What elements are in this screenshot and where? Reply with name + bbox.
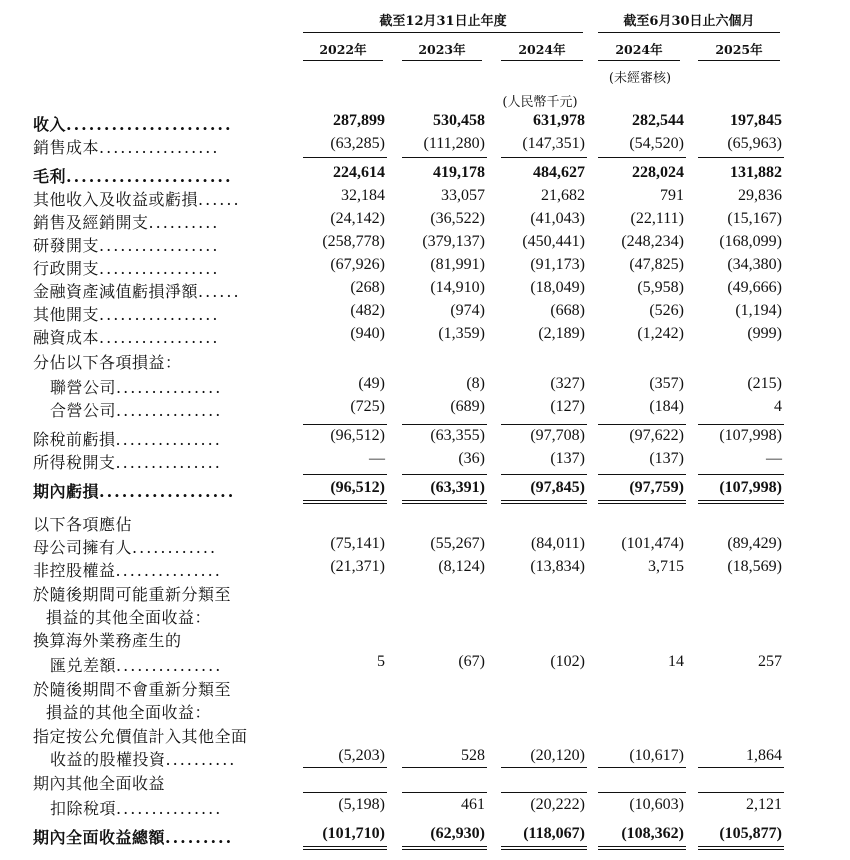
table-cell: (108,362) [621,825,684,842]
table-cell: — [369,450,385,467]
table-cell: 528 [461,747,485,764]
table-cell: (105,877) [719,825,782,842]
table-cell: (5,198) [338,796,385,813]
table-cell: (102) [550,653,585,670]
row-label: 收入...................... [33,115,233,134]
table-cell: (482) [350,302,385,319]
subtotal-rule [501,157,587,158]
row-label: 以下各項應佔 [33,515,133,534]
row-label: 期內其他全面收益 [33,774,166,793]
subtotal-rule [402,792,487,793]
year-rule [598,60,680,61]
row-label: 損益的其他全面收益： [46,703,212,722]
table-cell: (2,189) [538,325,585,342]
table-cell: (137) [550,450,585,467]
table-cell: (20,120) [530,747,585,764]
table-cell: (101,710) [322,825,385,842]
table-cell: (67,926) [330,256,385,273]
table-cell: (22,111) [630,210,684,227]
table-cell: (147,351) [522,135,585,152]
table-cell: (96,512) [330,479,385,496]
table-cell: (137) [649,450,684,467]
table-cell: 14 [668,653,684,670]
subtotal-rule [501,424,587,425]
row-label: 其他收入及收益或虧損...... [33,190,241,209]
table-cell: (96,512) [330,427,385,444]
table-cell: (107,998) [719,479,782,496]
subtotal-rule [303,474,387,475]
double-total-rule [501,846,587,847]
year-rule [501,60,583,61]
subtotal-rule [698,157,784,158]
row-label: 母公司擁有人............ [33,538,218,557]
double-total-rule [598,503,686,504]
row-label: 聯營公司............... [50,378,223,397]
table-cell: (168,099) [719,233,782,250]
table-cell: (47,825) [629,256,684,273]
row-label: 融資成本................. [33,328,220,347]
row-label: 匯兑差額............... [50,656,223,675]
row-label: 金融資產減值虧損淨額...... [33,282,241,301]
table-cell: (327) [550,375,585,392]
table-cell: (5,958) [637,279,684,296]
table-cell: (118,067) [523,825,585,842]
table-cell: (13,834) [530,558,585,575]
table-cell: 29,836 [738,187,782,204]
year-rule [303,60,383,61]
table-cell: (184) [649,398,684,415]
table-cell: 4 [774,398,782,415]
table-cell: (21,371) [330,558,385,575]
table-cell: (668) [550,302,585,319]
table-cell: (63,285) [330,135,385,152]
table-cell: (111,280) [423,135,485,152]
table-cell: (725) [350,398,385,415]
table-cell: (65,963) [727,135,782,152]
row-label: 其他開支................. [33,305,220,324]
table-cell: (1,194) [735,302,782,319]
double-total-rule [402,503,487,504]
table-cell: (10,617) [629,747,684,764]
double-total-rule [698,503,784,504]
double-total-rule [698,500,784,501]
subtotal-rule [598,767,686,768]
table-cell: (248,234) [621,233,684,250]
row-label: 期內虧損.................. [33,482,236,501]
table-cell: (127) [550,398,585,415]
double-total-rule [501,849,587,850]
table-cell: 484,627 [533,164,585,181]
table-cell: (357) [649,375,684,392]
year-header: 2023年 [418,42,466,57]
header-annual-rule [303,32,583,33]
row-label: 銷售成本................. [33,138,220,157]
table-cell: 197,845 [730,112,782,129]
subtotal-rule [698,474,784,475]
table-cell: (18,569) [727,558,782,575]
header-half-year-period: 截至6月30日止六個月 [623,14,755,29]
row-label: 分佔以下各項損益： [33,353,182,372]
table-cell: (63,391) [430,479,485,496]
table-cell: (1,242) [637,325,684,342]
table-cell: (258,778) [322,233,385,250]
subtotal-rule [598,474,686,475]
double-total-rule [402,849,487,850]
subtotal-rule [698,792,784,793]
table-cell: (36) [458,450,485,467]
table-cell: 224,614 [333,164,385,181]
header-annual-period: 截至12月31日止年度 [379,14,507,29]
table-cell: (268) [350,279,385,296]
table-cell: (24,142) [330,210,385,227]
unaudited-note: (未經審核) [608,71,672,86]
table-cell: (5,203) [338,747,385,764]
table-cell: (97,622) [629,427,684,444]
table-cell: (526) [649,302,684,319]
table-cell: 530,458 [433,112,485,129]
table-cell: 21,682 [541,187,585,204]
table-cell: (15,167) [727,210,782,227]
table-cell: (63,355) [430,427,485,444]
subtotal-rule [598,424,686,425]
subtotal-rule [303,792,387,793]
row-label: 所得稅開支............... [33,453,222,472]
double-total-rule [402,846,487,847]
subtotal-rule [501,474,587,475]
row-label: 毛利...................... [33,167,233,186]
subtotal-rule [598,157,686,158]
double-total-rule [501,500,587,501]
subtotal-rule [598,792,686,793]
table-cell: (67) [458,653,485,670]
table-cell: (215) [747,375,782,392]
double-total-rule [501,503,587,504]
table-cell: (689) [450,398,485,415]
table-cell: (89,429) [727,535,782,552]
table-cell: (97,845) [530,479,585,496]
table-cell: (999) [747,325,782,342]
table-cell: 228,024 [632,164,684,181]
table-cell: 1,864 [746,747,782,764]
subtotal-rule [698,424,784,425]
table-cell: 131,882 [730,164,782,181]
table-cell: (41,043) [530,210,585,227]
table-cell: (84,011) [530,535,585,552]
table-cell: (101,474) [621,535,684,552]
row-label: 於隨後期間可能重新分類至 [33,585,232,604]
table-cell: (81,991) [430,256,485,273]
table-cell: (75,141) [330,535,385,552]
table-cell: (940) [350,325,385,342]
table-cell: 631,978 [533,112,585,129]
subtotal-rule [402,157,487,158]
table-cell: (18,049) [530,279,585,296]
table-cell: 2,121 [746,796,782,813]
row-label: 非控股權益............... [33,561,222,580]
table-cell: (379,137) [422,233,485,250]
subtotal-rule [501,767,587,768]
year-rule [698,60,780,61]
double-total-rule [303,500,387,501]
double-total-rule [698,849,784,850]
subtotal-rule [303,424,387,425]
table-cell: (97,759) [629,479,684,496]
subtotal-rule [402,424,487,425]
header-half-rule [598,32,780,33]
row-label: 研發開支................. [33,236,220,255]
row-label: 收益的股權投資.......... [50,750,237,769]
row-label: 期內全面收益總額......... [33,828,234,847]
table-cell: 33,057 [441,187,485,204]
subtotal-rule [698,767,784,768]
table-cell: 32,184 [341,187,385,204]
table-cell: (91,173) [530,256,585,273]
table-cell: — [766,450,782,467]
table-cell: (36,522) [430,210,485,227]
table-cell: 3,715 [648,558,684,575]
row-label: 扣除稅項............... [50,799,223,818]
double-total-rule [598,500,686,501]
table-cell: 282,544 [632,112,684,129]
subtotal-rule [303,157,387,158]
row-label: 指定按公允價值計入其他全面 [33,727,248,746]
table-cell: (8,124) [438,558,485,575]
double-total-rule [402,500,487,501]
year-rule [402,60,482,61]
table-cell: (10,603) [629,796,684,813]
row-label: 合營公司............... [50,401,223,420]
double-total-rule [598,849,686,850]
table-cell: (34,380) [727,256,782,273]
table-cell: 287,899 [333,112,385,129]
table-cell: 419,178 [433,164,485,181]
table-cell: 461 [461,796,485,813]
row-label: 換算海外業務產生的 [33,631,182,650]
table-cell: (54,520) [629,135,684,152]
table-cell: (20,222) [530,796,585,813]
double-total-rule [698,846,784,847]
year-header: 2024年 [615,42,663,57]
row-label: 於隨後期間不會重新分類至 [33,680,232,699]
row-label: 銷售及經銷開支.......... [33,213,220,232]
table-cell: (62,930) [430,825,485,842]
table-cell: (14,910) [430,279,485,296]
table-cell: (1,359) [438,325,485,342]
table-cell: (107,998) [719,427,782,444]
subtotal-rule [402,767,487,768]
double-total-rule [303,846,387,847]
double-total-rule [303,849,387,850]
year-header: 2025年 [715,42,763,57]
year-header: 2024年 [518,42,566,57]
subtotal-rule [501,792,587,793]
table-cell: (97,708) [530,427,585,444]
row-label: 行政開支................. [33,259,220,278]
table-cell: (49,666) [727,279,782,296]
table-cell: 791 [660,187,684,204]
row-label: 損益的其他全面收益： [46,608,212,627]
table-cell: 257 [758,653,782,670]
year-header: 2022年 [319,42,367,57]
double-total-rule [303,503,387,504]
table-cell: (55,267) [430,535,485,552]
table-cell: (8) [466,375,485,392]
subtotal-rule [303,767,387,768]
table-cell: (49) [358,375,385,392]
table-cell: (450,441) [522,233,585,250]
currency-unit: (人民幣千元) [502,95,578,110]
table-cell: 5 [377,653,385,670]
table-cell: (974) [450,302,485,319]
double-total-rule [598,846,686,847]
subtotal-rule [402,474,487,475]
row-label: 除稅前虧損............... [33,430,222,449]
